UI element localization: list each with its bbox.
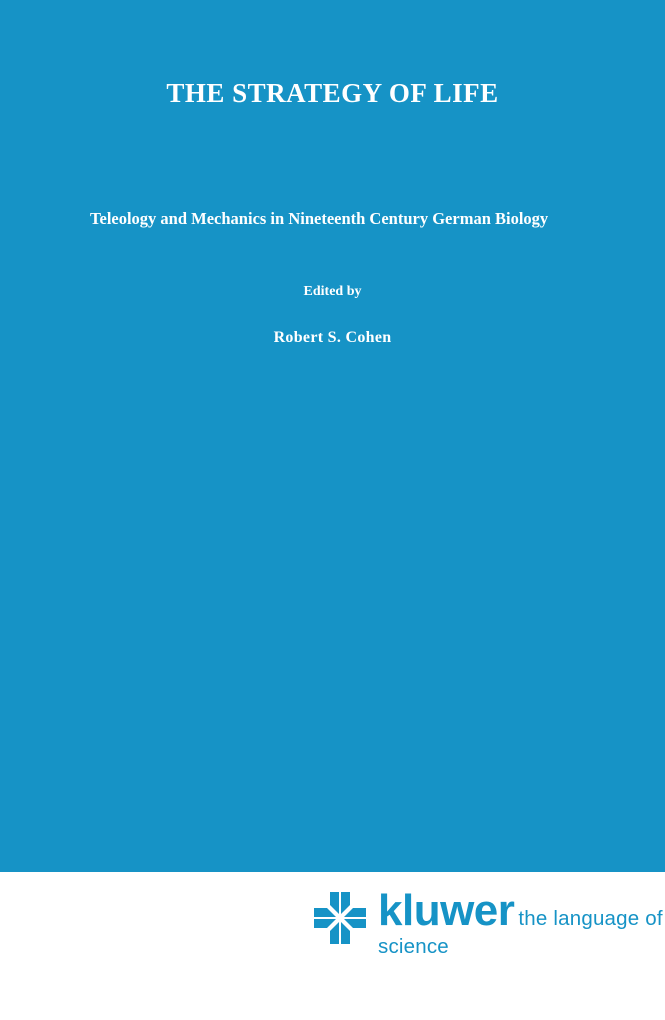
publisher-name: kluwer	[378, 886, 515, 935]
book-title: THE STRATEGY OF LIFE	[166, 78, 499, 108]
book-subtitle: Teleology and Mechanics in Nineteenth Century German Biology	[90, 209, 549, 228]
publisher-block	[0, 880, 665, 1010]
publisher-tagline: the language of science	[378, 907, 663, 958]
editor-name: Robert S. Cohen	[273, 329, 392, 346]
edited-by-label: Edited by	[303, 284, 362, 299]
kluwer-pinwheel-icon	[312, 890, 368, 946]
